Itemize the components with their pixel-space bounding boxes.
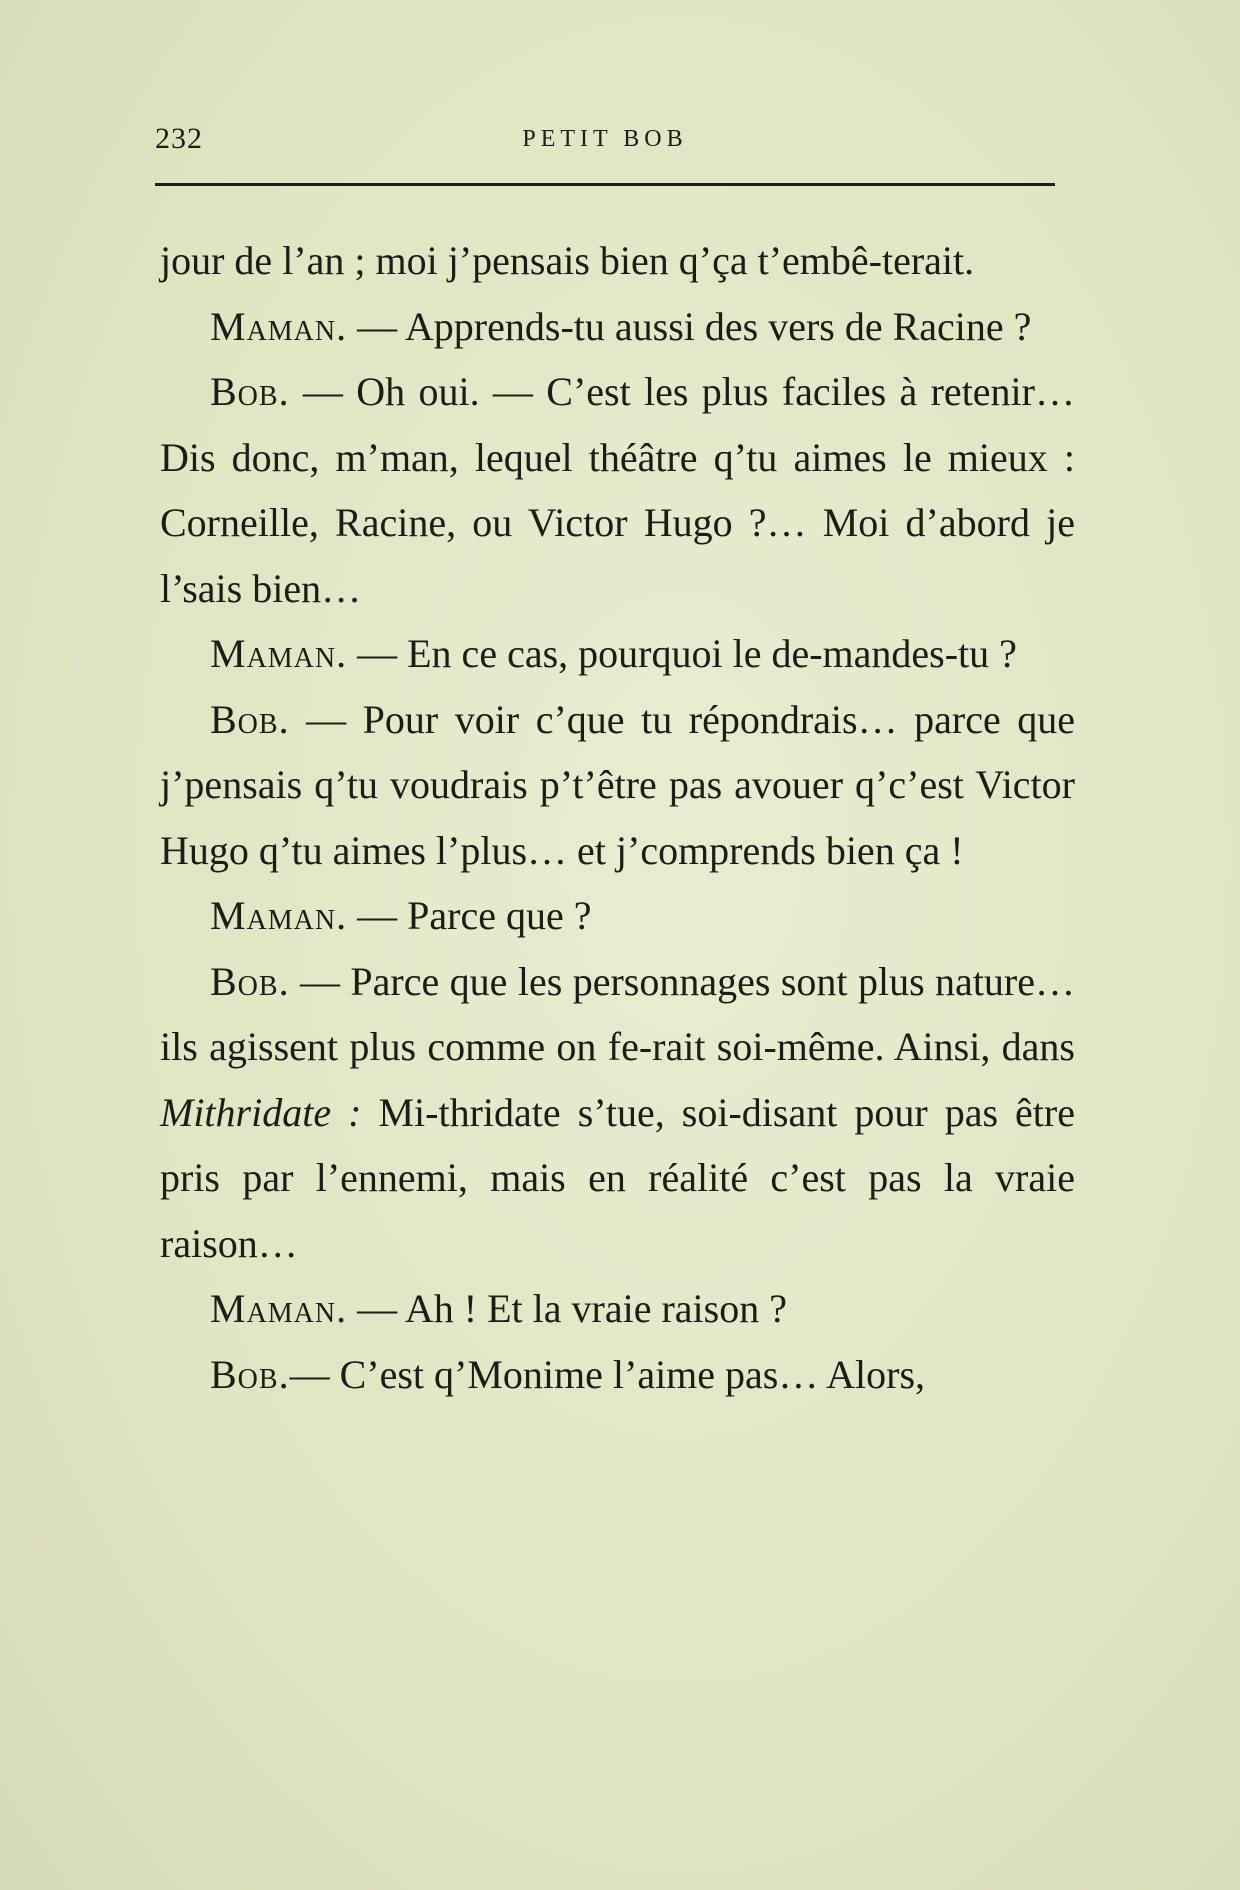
speaker-name: Bob. xyxy=(210,696,290,742)
speaker-name: Bob. xyxy=(210,1351,290,1397)
dialogue-line xyxy=(160,687,1075,884)
speaker-name: Maman. xyxy=(210,893,348,938)
speaker-name: Maman. xyxy=(210,1286,348,1331)
speaker-name: Bob. xyxy=(210,369,290,414)
paragraph-text: jour de l’an ; moi j’pensais bien q’ça t’embê-terait. xyxy=(160,238,975,283)
speaker-name: Maman. xyxy=(210,303,348,349)
dialogue-text: — Parce que ? xyxy=(347,893,592,938)
dialogue-text: — C’est q’Monime l’aime pas… Alors, xyxy=(289,1351,926,1397)
page-number: 232 xyxy=(155,122,203,155)
speaker-name: Bob. xyxy=(210,958,290,1004)
header-rule xyxy=(155,183,1055,186)
dialogue-line xyxy=(160,621,1075,687)
page-header xyxy=(155,122,1055,162)
speaker-name: Maman. xyxy=(210,631,348,676)
work-title: Mithridate : xyxy=(160,1089,362,1135)
dialogue-line xyxy=(160,1276,1075,1342)
dialogue-line xyxy=(160,949,1075,1277)
dialogue-text: — Ah ! Et la vraie raison ? xyxy=(347,1286,787,1331)
running-title: PETIT BOB xyxy=(522,126,688,152)
dialogue-line xyxy=(160,1342,1075,1408)
dialogue-line xyxy=(160,359,1075,621)
dialogue-text: — En ce cas, pourquoi le de-mandes-tu ? xyxy=(347,631,1017,676)
dialogue-text: — Parce que les personnages sont plus nature… ils agissent plus comme on fe-rait soi-même. Ainsi, dans xyxy=(160,958,1075,1069)
dialogue-text: — Oh oui. — C’est les plus faciles à retenir… Dis donc, m’man, lequel théâtre q’tu aimes le mieux : Corneille, Racine, ou Victor Hugo ?… Moi d’abord je l’sais bien… xyxy=(160,369,1075,611)
paragraph xyxy=(160,228,1075,294)
dialogue-text: — Pour voir c’que tu répondrais… parce que j’pensais q’tu voudrais p’t’être pas avouer q’c’est Victor Hugo q’tu aimes l’plus… et j’comprends bien ça ! xyxy=(160,696,1075,873)
dialogue-text: Mi-thridate s’tue, soi-disant pour pas être pris par l’ennemi, mais en réalité c’est pas la vraie raison… xyxy=(160,1089,1075,1266)
dialogue-text: — Apprends-tu aussi des vers de Racine ? xyxy=(347,303,1032,349)
dialogue-line xyxy=(160,883,1075,949)
dialogue-line xyxy=(160,294,1075,360)
body-text xyxy=(160,228,1075,1407)
